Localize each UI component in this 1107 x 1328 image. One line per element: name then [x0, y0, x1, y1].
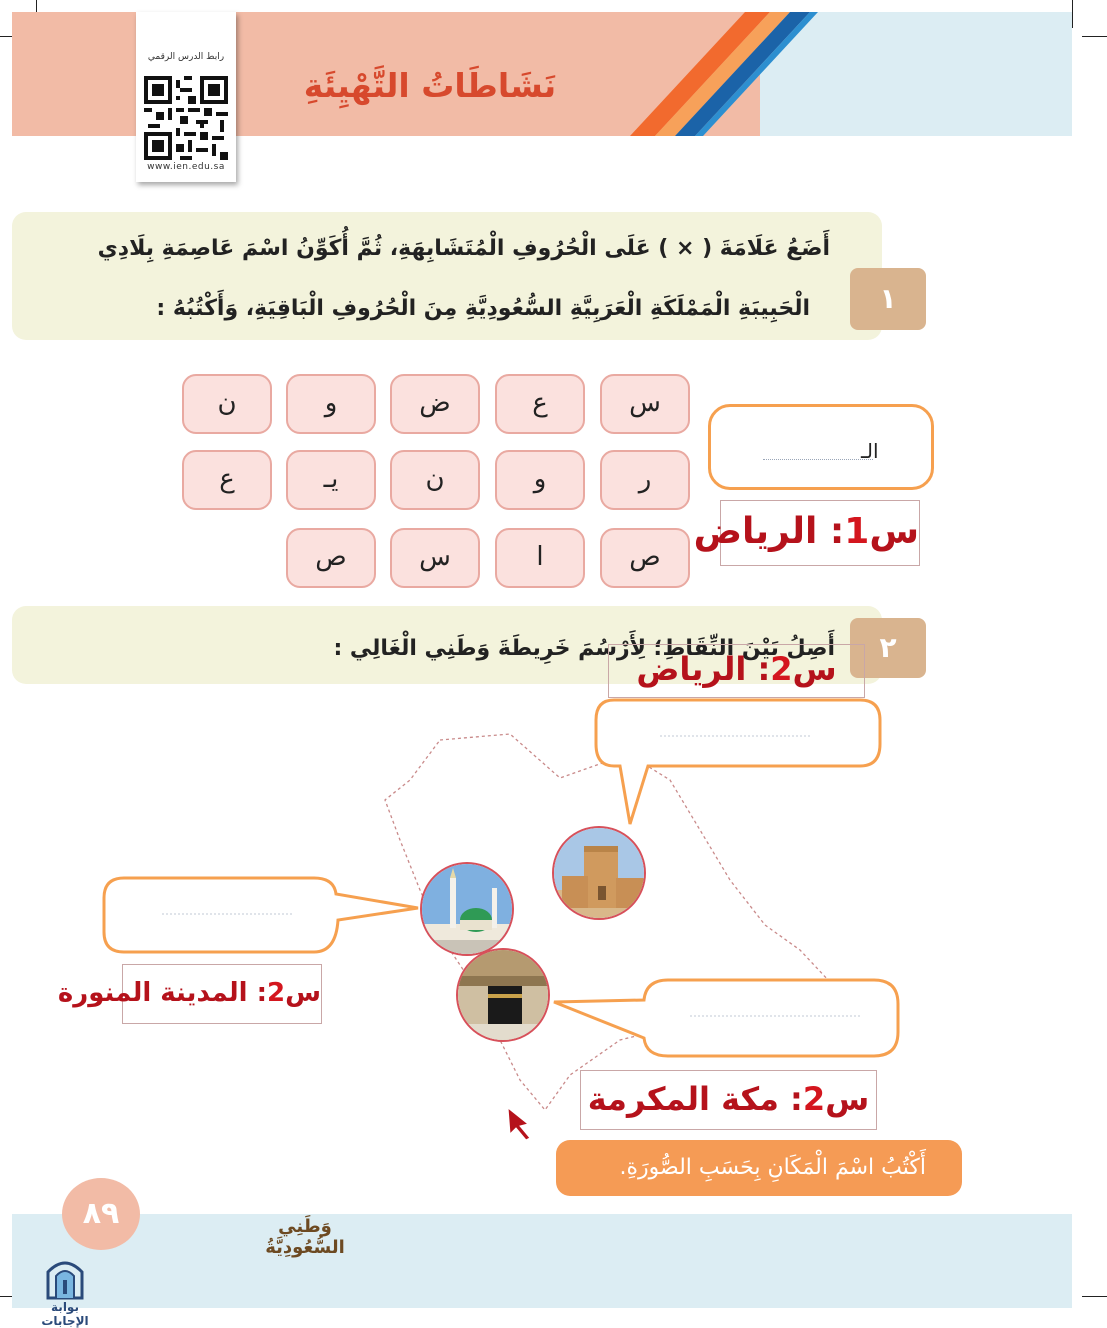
- answer-dotted-line: [763, 459, 873, 460]
- riyadh-answer-bubble[interactable]: [592, 698, 884, 828]
- letter-tile[interactable]: ص: [600, 528, 690, 588]
- answer-number: 2: [770, 650, 793, 688]
- letter-tile[interactable]: ص: [286, 528, 376, 588]
- question2-number: ٢: [850, 618, 926, 678]
- footer-band: [12, 1214, 1072, 1308]
- makkah-written-answer: [580, 1070, 877, 1130]
- qr-code-icon[interactable]: [144, 76, 228, 160]
- letter-tile[interactable]: ن: [182, 374, 272, 434]
- letter-tile[interactable]: ن: [390, 450, 480, 510]
- question2-text: أَصِلُ بَيْنَ النِّقَاطِ؛ لِأَرْسُمَ خَرِيطَةَ وَطَنِي الْغَالِي :: [333, 636, 835, 661]
- question1-written-answer: [693, 500, 920, 566]
- answer-label: س: [825, 1080, 870, 1118]
- letter-tile[interactable]: ع: [495, 374, 585, 434]
- letter-tile[interactable]: س: [600, 374, 690, 434]
- answer-prefix: الـ: [861, 439, 879, 463]
- question1-answer-box[interactable]: [708, 404, 934, 490]
- letter-tile[interactable]: يـ: [286, 450, 376, 510]
- letter-tile[interactable]: و: [495, 450, 585, 510]
- riyadh-written-answer: [608, 644, 865, 698]
- question1-line1: أَضَعُ عَلَامَةَ ( × ) عَلَى الْحُرُوفِ الْمُتَشَابِهَةِ، ثُمَّ أُكَوِّنُ اسْمَ عَاصِمَةِ بِلَادِي: [97, 236, 830, 261]
- letter-tile[interactable]: و: [286, 374, 376, 434]
- answer-number: 1: [844, 511, 870, 552]
- letter-tile[interactable]: ض: [390, 374, 480, 434]
- answer-label: س: [285, 978, 321, 1008]
- page-title: نَشَاطَاتُ التَّهْيِئَةِ: [303, 66, 557, 105]
- makkah-answer-bubble[interactable]: [548, 976, 902, 1060]
- crop-mark: [1082, 1296, 1107, 1297]
- crop-mark: [1082, 36, 1107, 37]
- madinah-written-answer: [57, 964, 322, 1024]
- letter-tile[interactable]: ا: [495, 528, 585, 588]
- madinah-answer-bubble[interactable]: [102, 876, 424, 958]
- instruction-banner: أَكْتُبُ اسْمَ الْمَكَانِ بِحَسَبِ الصُّورَةِ.: [556, 1140, 962, 1196]
- letter-tile[interactable]: ع: [182, 450, 272, 510]
- prophets-mosque-photo-icon: [420, 862, 514, 956]
- question1-line2: الْحَبِيبَةِ الْمَمْلَكَةِ الْعَرَبِيَّةِ السُّعُودِيَّةِ مِنَ الْحُرُوفِ الْبَاقِيَةِ، وَأَكْتُبُهُ :: [156, 296, 810, 321]
- crop-mark: [1072, 0, 1073, 28]
- letter-tile[interactable]: ر: [600, 450, 690, 510]
- qr-card[interactable]: [136, 12, 236, 182]
- question1-number: ١: [850, 268, 926, 330]
- mouse-cursor-icon: [506, 1106, 536, 1142]
- logo-text: بوابة الإجابات: [41, 1300, 89, 1328]
- answer-number: 2: [267, 978, 286, 1008]
- book-title: وَطَنِي السُّعُودِيَّةُ: [265, 1216, 345, 1258]
- answer-text: : المدينة المنورة: [57, 978, 268, 1008]
- answers-gate-logo-icon: [44, 1254, 86, 1300]
- answer-number: 2: [802, 1080, 826, 1118]
- answer-text: : الرياض: [693, 511, 845, 552]
- letter-tile[interactable]: س: [390, 528, 480, 588]
- riyadh-fort-photo-icon: [552, 826, 646, 920]
- answer-label: س: [869, 511, 919, 552]
- kaaba-photo-icon: [456, 948, 550, 1042]
- answer-text: : الرياض: [636, 650, 771, 688]
- answer-text: : مكة المكرمة: [587, 1080, 803, 1118]
- page-number: ٨٩: [62, 1178, 140, 1250]
- header-stripes: [630, 12, 820, 136]
- qr-url: www.ien.edu.sa: [147, 162, 225, 172]
- answer-label: س: [792, 650, 837, 688]
- qr-caption: رابط الدرس الرقمي: [147, 52, 225, 62]
